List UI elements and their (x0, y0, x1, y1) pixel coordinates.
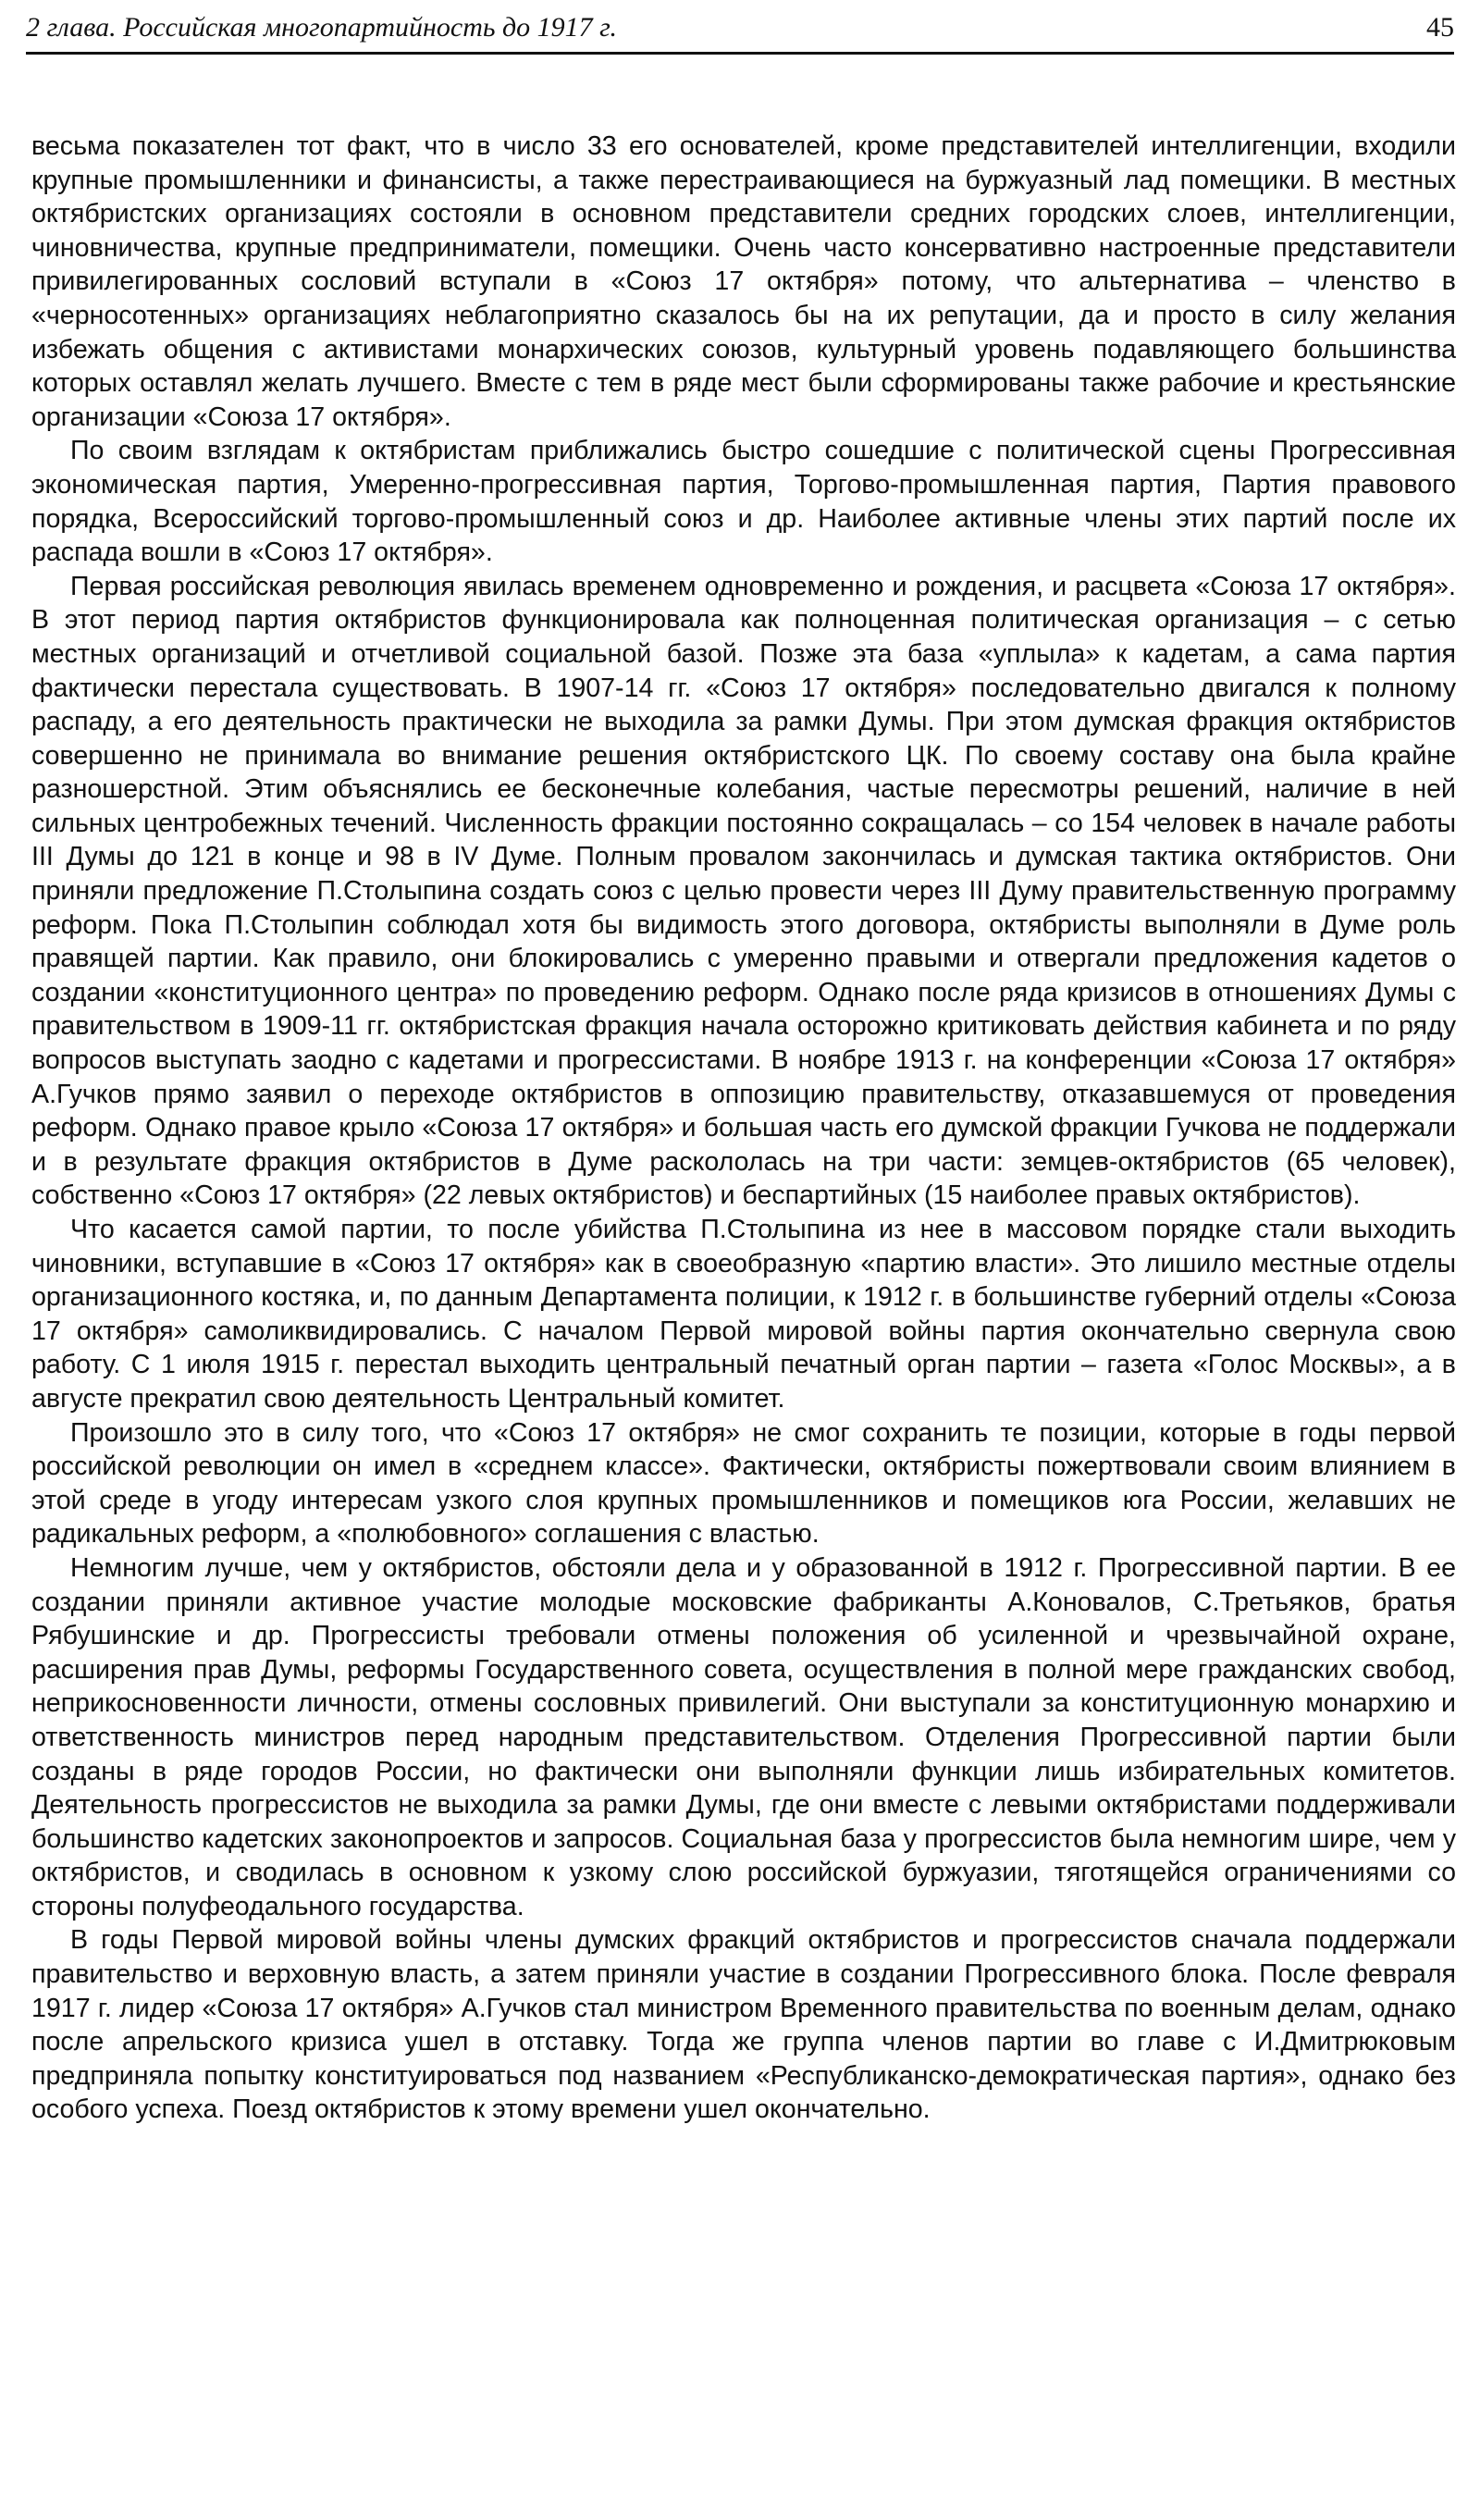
paragraph: В годы Первой мировой войны члены думских фракций октябристов и прогрессистов сначала поддержали правительство и верховную власть, а затем приняли участие в создании Прогрессивного блока. После февраля 1917 г. лидер «Союза 17 октября» А.Гучков стал министром Временного правительства по военным делам, однако после апрельского кризиса ушел в отставку. Тогда же группа членов партии во главе с И.Дмитрюковым предприняла попытку конституироваться под названием «Республиканско-демократическая партия», однако без особого успеха. Поезд октябристов к этому времени ушел окончательно. (31, 1925, 1456, 2125)
page-number: 45 (1426, 12, 1454, 43)
paragraph: Первая российская революция явилась временем одновременно и рождения, и расцвета «Союза 17 октября». В этот период партия октябристов функционировала как полноценная политическая организация – с сетью местных организаций и отчетливой социальной базой. Позже эта база «уплыла» к кадетам, а сама партия фактически перестала существовать. В 1907-14 гг. «Союз 17 октября» последовательно двигался к полному распаду, а его деятельность практически не выходила за рамки Думы. При этом думская фракция октябристов совершенно не принимала во внимание решения октябристского ЦК. По своему составу она была крайне разношерстной. Этим объяснялись ее бесконечные колебания, частые пересмотры решений, наличие в ней сильных центробежных течений. Численность фракции постоянно сокращалась – со 154 человек в начале работы III Думы до 121 в конце и 98 в IV Думе. Полным провалом закончилась и думская тактика октябристов. Они приняли предложение П.Столыпина создать союз с целью провести через III Думу правительственную программу реформ. Пока П.Столыпин соблюдал хотя бы видимость этого договора, октябристы выполняли в Думе роль правящей партии. Как правило, они блокировались с умеренно правыми и отвергали предложения кадетов о создании «конституционного центра» по проведению реформ. Однако после ряда кризисов в отношениях Думы с правительством в 1909-11 гг. октябристская фракция начала осторожно критиковать действия кабинета и по ряду вопросов выступать заодно с кадетами и прогрессистами. В ноябре 1913 г. на конференции «Союза 17 октября» А.Гучков прямо заявил о переходе октябристов в оппозицию правительству, отказавшемуся от проведения реформ. Однако правое крыло «Союза 17 октября» и большая часть его думской фракции Гучкова не поддержали и в результате фракция октябристов в Думе раскололась на три части: земцев-октябристов (65 человек), собственно «Союз 17 октября» (22 левых октябристов) и беспартийных (15 наиболее правых октябристов). (31, 571, 1456, 1211)
body-text (31, 130, 1456, 2127)
paragraph: Что касается самой партии, то после убийства П.Столыпина из нее в массовом порядке стали выходить чиновники, вступавшие в «Союз 17 октября» как в своеобразную «партию власти». Это лишило местные отделы организационного костяка, и, по данным Департамента полиции, к 1912 г. в большинстве губерний отделы «Союза 17 октября» самоликвидировались. С началом Первой мировой войны партия окончательно свернула свою работу. С 1 июля 1915 г. перестал выходить центральный печатный орган партии – газета «Голос Москвы», а в августе прекратил свою деятельность Центральный комитет. (31, 1215, 1456, 1414)
chapter-title: 2 глава. Российская многопартийность до 1917 г. (26, 12, 617, 43)
paragraph: Произошло это в силу того, что «Союз 17 октября» не смог сохранить те позиции, которые в годы первой российской революции он имел в «среднем классе». Фактически, октябристы пожертвовали своим влиянием в этой среде в угоду интересам узкого слоя крупных промышленников и помещиков юга России, желавших не радикальных реформ, а «полюбовного» соглашения с властью. (31, 1417, 1456, 1550)
paragraph: Немногим лучше, чем у октябристов, обстояли дела и у образованной в 1912 г. Прогрессивной партии. В ее создании приняли активное участие молодые московские фабриканты А.Коновалов, С.Третьяков, братья Рябушинские и др. Прогрессисты требовали отмены положения об усиленной и чрезвычайной охране, расширения прав Думы, реформы Государственного совета, осуществления в полной мере гражданских свобод, неприкосновенности личности, отмены сословных привилегий. Они выступали за конституционную монархию и ответственность министров перед народным представительством. Отделения Прогрессивной партии были созданы в ряде городов России, но фактически они выполняли функции лишь избирательных комитетов. Деятельность прогрессистов не выходила за рамки Думы, где они вместе с левыми октябристами поддерживали большинство кадетских законопроектов и запросов. Социальная база у прогрессистов была немногим шире, чем у октябристов, и сводилась в основном к узкому слою российской буржуазии, тяготящейся ограничениями со стороны полуфеодального государства. (31, 1552, 1456, 1921)
paragraph: весьма показателен тот факт, что в число 33 его основателей, кроме представителей интеллигенции, входили крупные промышленники и финансисты, а также перестраивающиеся на буржуазный лад помещики. В местных октябристских организациях состояли в основном представители средних городских слоев, интеллигенции, чиновничества, крупные предприниматели, помещики. Очень часто консервативно настроенные представители привилегированных сословий вступали в «Союз 17 октября» потому, что альтернатива – членство в «черносотенных» организациях неблагоприятно сказалось бы на их репутации, да и просто в силу желания избежать общения с активистами монархических союзов, культурный уровень подавляющего большинства которых оставлял желать лучшего. Вместе с тем в ряде мест были сформированы также рабочие и крестьянские организации «Союза 17 октября». (31, 131, 1456, 432)
running-header (26, 7, 1454, 55)
paragraph: По своим взглядам к октябристам приближались быстро сошедшие с политической сцены Прогрессивная экономическая партия, Умеренно-прогрессивная партия, Торгово-промышленная партия, Партия правового порядка, Всероссийский торгово-промышленный союз и др. Наиболее активные члены этих партий после их распада вошли в «Союз 17 октября». (31, 436, 1456, 568)
